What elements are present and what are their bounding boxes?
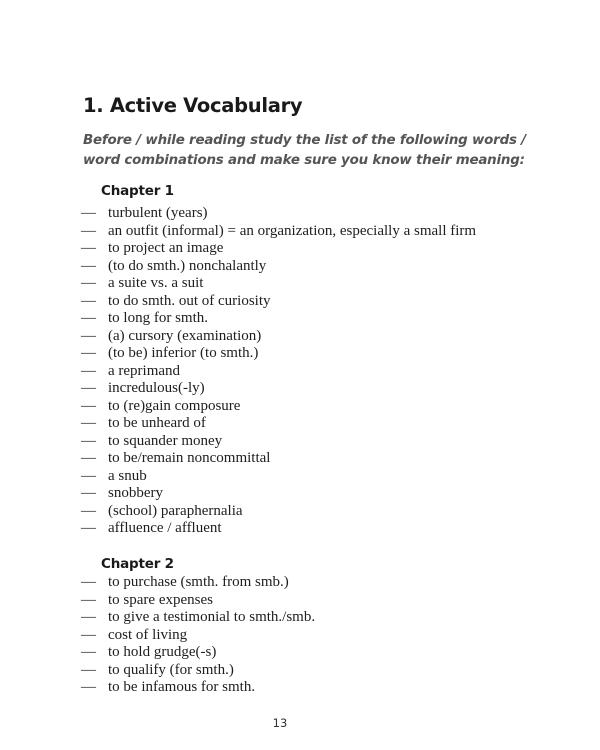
vocab-item: [81, 398, 476, 416]
vocab-term: an outfit (informal) = an organization, especially a small firm: [108, 222, 477, 239]
vocab-item: [81, 205, 476, 223]
dash-bullet: —: [81, 609, 96, 625]
vocab-term: to (re)gain composure: [108, 397, 241, 414]
vocab-item: [81, 310, 476, 328]
vocab-item: [81, 592, 315, 610]
vocab-item: [81, 609, 315, 627]
vocab-item: [81, 380, 476, 398]
vocab-item: [81, 433, 476, 451]
vocab-term: to give a testimonial to smth./smb.: [108, 609, 316, 625]
vocab-item: [81, 240, 476, 258]
dash-bullet: —: [81, 467, 96, 484]
vocab-item: [81, 258, 476, 276]
dash-bullet: —: [81, 591, 96, 608]
dash-bullet: —: [81, 520, 96, 536]
vocab-term: (to do smth.) nonchalantly: [108, 257, 267, 274]
vocab-term: a snub: [108, 467, 147, 484]
chapter-1-vocabulary-list: [81, 205, 476, 538]
dash-bullet: —: [81, 222, 96, 239]
dash-bullet: —: [81, 679, 96, 695]
dash-bullet: —: [81, 661, 96, 678]
dash-bullet: —: [81, 257, 96, 274]
vocab-item: [81, 662, 315, 680]
vocab-item: [81, 345, 476, 363]
vocab-term: to be unheard of: [108, 415, 206, 431]
dash-bullet: —: [81, 415, 96, 431]
vocab-item: [81, 644, 315, 662]
vocab-item: [81, 450, 476, 468]
vocab-item: [81, 223, 476, 241]
chapter-2-vocabulary-list: [81, 574, 315, 697]
dash-bullet: —: [81, 502, 96, 519]
dash-bullet: —: [81, 240, 96, 256]
dash-bullet: —: [81, 275, 96, 291]
page-number: 13: [272, 716, 288, 730]
vocab-term: to qualify (for smth.): [108, 661, 234, 678]
vocab-term: affluence / affluent: [108, 520, 222, 536]
vocab-item: [81, 415, 476, 433]
vocab-term: to be/remain noncommittal: [108, 450, 271, 466]
vocab-item: [81, 503, 476, 521]
vocab-term: (school) paraphernalia: [108, 502, 243, 519]
vocab-term: to do smth. out of curiosity: [108, 292, 271, 309]
vocab-item: [81, 293, 476, 311]
vocab-term: to purchase (smth. from smb.): [108, 574, 289, 590]
vocab-term: cost of living: [108, 626, 188, 643]
vocab-term: a reprimand: [108, 362, 181, 379]
vocab-term: turbulent (years): [108, 205, 208, 221]
vocab-term: to squander money: [108, 432, 223, 449]
dash-bullet: —: [81, 626, 96, 643]
vocab-term: snobbery: [108, 485, 163, 501]
vocab-term: incredulous(-ly): [108, 380, 205, 396]
vocab-item: [81, 679, 315, 697]
vocab-term: to long for smth.: [108, 310, 208, 326]
vocab-term: to project an image: [108, 240, 224, 256]
dash-bullet: —: [81, 574, 96, 590]
vocab-term: (a) cursory (examination): [108, 327, 262, 344]
vocab-item: [81, 627, 315, 645]
reading-instructions: Before / while reading study the list of the following words / word combinations and make sure you know their meaning:: [83, 133, 526, 168]
chapter-2-heading: Chapter 2: [101, 556, 174, 572]
dash-bullet: —: [81, 450, 96, 466]
vocab-term: to spare expenses: [108, 591, 213, 608]
dash-bullet: —: [81, 432, 96, 449]
dash-bullet: —: [81, 327, 96, 344]
section-title: 1. Active Vocabulary: [83, 94, 303, 117]
vocab-item: [81, 485, 476, 503]
vocab-term: a suite vs. a suit: [108, 275, 204, 291]
dash-bullet: —: [81, 362, 96, 379]
vocab-term: to be infamous for smth.: [108, 679, 256, 695]
dash-bullet: —: [81, 644, 96, 660]
dash-bullet: —: [81, 292, 96, 309]
dash-bullet: —: [81, 205, 96, 221]
dash-bullet: —: [81, 397, 96, 414]
vocab-item: [81, 363, 476, 381]
vocab-item: [81, 328, 476, 346]
dash-bullet: —: [81, 345, 96, 361]
dash-bullet: —: [81, 485, 96, 501]
vocab-item: [81, 468, 476, 486]
dash-bullet: —: [81, 380, 96, 396]
vocab-term: to hold grudge(-s): [108, 644, 217, 660]
vocab-item: [81, 275, 476, 293]
dash-bullet: —: [81, 310, 96, 326]
chapter-1-heading: Chapter 1: [101, 183, 174, 199]
vocab-item: [81, 520, 476, 538]
vocab-item: [81, 574, 315, 592]
vocab-term: (to be) inferior (to smth.): [108, 345, 259, 361]
